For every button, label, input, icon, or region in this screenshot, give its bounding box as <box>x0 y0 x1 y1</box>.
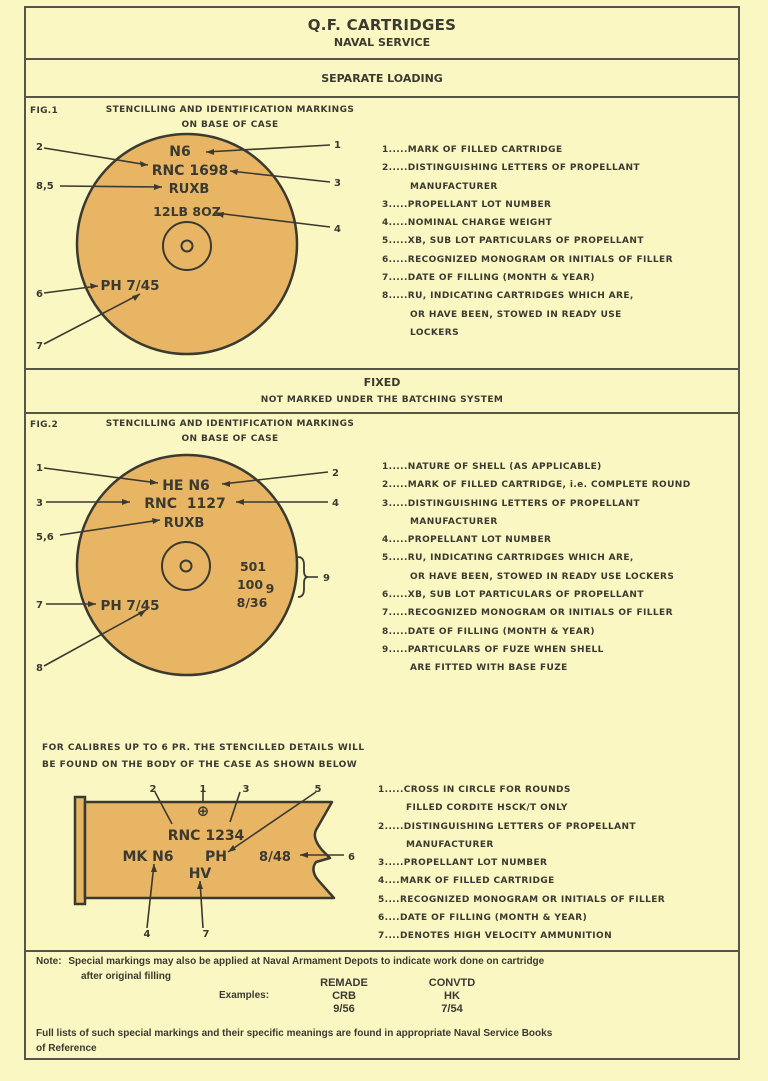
fig2-legend-item-5-cont: OR HAVE BEEN, STOWED IN READY USE LOCKERS <box>410 571 675 582</box>
example-remade-line3: 9/56 <box>333 1003 355 1015</box>
fig2-legend-item-3: 3.....DISTINGUISHING LETTERS OF PROPELLANT <box>382 498 640 509</box>
fig1-callout-1: 1 <box>334 140 341 151</box>
example-remade-line2: CRB <box>332 990 356 1002</box>
fig1-callout-6: 6 <box>36 289 43 300</box>
fig2-legend-item-6: 6.....XB, SUB LOT PARTICULARS OF PROPELLANT <box>382 590 644 601</box>
body-legend <box>378 781 665 946</box>
body-mark-ph: PH <box>205 849 227 865</box>
fig2-mark-ruxb: RUXB <box>163 516 205 531</box>
fig1-mark-ruxb: RUXB <box>168 182 210 197</box>
example-convtd-line3: 7/54 <box>441 1003 463 1015</box>
example-convtd-line2: HK <box>444 990 460 1002</box>
body-legend-item-7: 7....DENOTES HIGH VELOCITY AMMUNITION <box>378 931 613 942</box>
fig2-title-line1: STENCILLING AND IDENTIFICATION MARKINGS <box>105 419 355 429</box>
example-convtd-line1: CONVTD <box>428 977 476 989</box>
fig1-callout-7: 7 <box>36 341 43 352</box>
fig1-legend-item-2-cont: MANUFACTURER <box>410 181 498 192</box>
fig2-fuze-line3: 8/36 <box>236 595 268 610</box>
fig2-callout-4: 4 <box>332 498 339 509</box>
footer-line2: of Reference <box>36 1043 97 1054</box>
body-callout-1: 1 <box>199 784 207 795</box>
page-subtitle: NAVAL SERVICE <box>333 36 431 49</box>
fig2-title-line2: ON BASE OF CASE <box>181 434 279 444</box>
small-calibre-intro-line1: FOR CALIBRES UP TO 6 PR. THE STENCILLED DETAILS WILL <box>42 743 365 753</box>
body-legend-item-2: 2.....DISTINGUISHING LETTERS OF PROPELLANT <box>378 821 636 832</box>
body-mark-hv: HV <box>188 866 212 882</box>
note-text: Special markings may also be applied at Naval Armament Depots to indicate work done on cartridge <box>68 956 545 967</box>
example-remade <box>314 977 374 1016</box>
page-title: Q.F. CARTRIDGES <box>307 16 457 34</box>
fig1-legend-item-8: 8.....RU, INDICATING CARTRIDGES WHICH ARE, <box>382 291 634 302</box>
fig1-title-line1: STENCILLING AND IDENTIFICATION MARKINGS <box>105 105 355 115</box>
body-mark-date: 8/48 <box>259 850 291 865</box>
fig1-title-line2: ON BASE OF CASE <box>181 120 279 130</box>
fig1-legend-item-7: 7.....DATE OF FILLING (MONTH & YEAR) <box>382 273 595 284</box>
fig2-callout-3: 3 <box>36 498 43 509</box>
fig1-callout-85: 8,5 <box>36 181 54 192</box>
fig1-legend-item-2: 2.....DISTINGUISHING LETTERS OF PROPELLANT <box>382 163 640 174</box>
body-legend-item-4: 4....MARK OF FILLED CARTRIDGE <box>378 876 555 887</box>
fig2-fuze-line1: 501 <box>239 559 267 574</box>
case-rim <box>75 797 85 904</box>
examples-label: Examples: <box>219 990 270 1001</box>
fig2-callout-56: 5,6 <box>36 532 54 543</box>
fig1-mark-ph: PH 7/45 <box>100 278 160 294</box>
fig1-mark-weight: 12LB 8OZ <box>153 204 221 219</box>
example-remade-line1: REMADE <box>320 977 368 989</box>
fig1-legend-item-6: 6.....RECOGNIZED MONOGRAM OR INITIALS OF FILLER <box>382 254 673 265</box>
note-line1 <box>36 956 544 967</box>
fig2-callout-2: 2 <box>332 468 339 479</box>
body-legend-item-6: 6....DATE OF FILLING (MONTH & YEAR) <box>378 913 588 924</box>
fig2-mark-ph: PH 7/45 <box>100 598 160 614</box>
note-line2: after original filling <box>81 971 172 982</box>
cross-in-circle-mark: ⊕ <box>196 802 210 820</box>
fig1-callout-3: 3 <box>334 178 341 189</box>
fig2-legend-item-4: 4.....PROPELLANT LOT NUMBER <box>382 535 552 546</box>
note-label: Note: <box>36 956 62 967</box>
small-calibre-intro-line2: BE FOUND ON THE BODY OF THE CASE AS SHOWN BELOW <box>42 760 358 770</box>
body-legend-item-3: 3.....PROPELLANT LOT NUMBER <box>378 858 548 869</box>
fig1-legend-item-8-cont: OR HAVE BEEN, STOWED IN READY USE <box>410 309 622 320</box>
body-mark-rnc: RNC 1234 <box>167 828 245 844</box>
fig2-callout-9: 9 <box>323 573 330 584</box>
fig1-legend-item-8-cont2: LOCKERS <box>410 327 460 338</box>
body-legend-item-5: 5....RECOGNIZED MONOGRAM OR INITIALS OF FILLER <box>378 894 666 905</box>
body-callout-6: 6 <box>348 852 355 863</box>
fig2-legend-item-5: 5.....RU, INDICATING CARTRIDGES WHICH ARE, <box>382 553 634 564</box>
body-callout-7: 7 <box>202 929 210 940</box>
fig2-legend-item-2: 2.....MARK OF FILLED CARTRIDGE, i.e. COMPLETE ROUND <box>382 480 691 491</box>
fig2-legend-item-1: 1.....NATURE OF SHELL (AS APPLICABLE) <box>382 462 602 472</box>
footer-line1: Full lists of such special markings and their specific meanings are found in appropriate Naval Service Books <box>36 1028 553 1039</box>
fig2-callout-7: 7 <box>36 600 43 611</box>
fig2-callout-1: 1 <box>36 463 43 474</box>
fig2-fuze-line2: 100 <box>236 577 264 592</box>
fig2-legend-item-7: 7.....RECOGNIZED MONOGRAM OR INITIALS OF FILLER <box>382 608 673 619</box>
body-callout-3: 3 <box>242 784 250 795</box>
fig2-mark-he-n6: HE N6 <box>162 478 210 494</box>
fig2-legend-item-9: 9.....PARTICULARS OF FUZE WHEN SHELL <box>382 644 604 655</box>
body-callout-4: 4 <box>143 929 151 940</box>
fig2-fuze-sub: 9 <box>265 581 275 596</box>
fig1-legend-item-4: 4.....NOMINAL CHARGE WEIGHT <box>382 218 553 229</box>
fig1-legend-item-3: 3.....PROPELLANT LOT NUMBER <box>382 199 552 210</box>
fig2-legend-item-3-cont: MANUFACTURER <box>410 516 498 527</box>
section-subheading-fixed: NOT MARKED UNDER THE BATCHING SYSTEM <box>260 395 504 405</box>
body-callout-5: 5 <box>314 784 322 795</box>
fig2-label: FIG.2 <box>30 420 59 430</box>
body-legend-item-1: 1.....CROSS IN CIRCLE FOR ROUNDS <box>378 785 571 795</box>
fig2-callout-8: 8 <box>36 663 43 674</box>
fig1-legend-item-1: 1.....MARK OF FILLED CARTRIDGE <box>382 145 563 155</box>
section-heading-fixed: FIXED <box>363 376 401 389</box>
fig1-callout-4: 4 <box>334 224 341 235</box>
body-legend-item-1-cont: FILLED CORDITE HSCK/T ONLY <box>406 803 568 814</box>
example-convtd <box>422 977 482 1016</box>
fig1-legend-item-5: 5.....XB, SUB LOT PARTICULARS OF PROPELLANT <box>382 236 644 247</box>
fig1-callout-2: 2 <box>36 142 43 153</box>
fig1-label: FIG.1 <box>30 106 59 116</box>
fig2-legend-item-9-cont: ARE FITTED WITH BASE FUZE <box>410 663 568 674</box>
body-mark-mk-n6: MK N6 <box>122 849 174 865</box>
body-legend-item-2-cont: MANUFACTURER <box>406 839 494 850</box>
fig2-legend-item-8: 8.....DATE OF FILLING (MONTH & YEAR) <box>382 626 595 637</box>
fig1-mark-rnc: RNC 1698 <box>151 163 229 179</box>
body-callout-2: 2 <box>149 784 157 795</box>
fig2-mark-rnc: RNC 1127 <box>144 496 226 512</box>
section-heading-separate-loading: SEPARATE LOADING <box>321 72 443 85</box>
fig1-mark-n6: N6 <box>169 144 191 160</box>
